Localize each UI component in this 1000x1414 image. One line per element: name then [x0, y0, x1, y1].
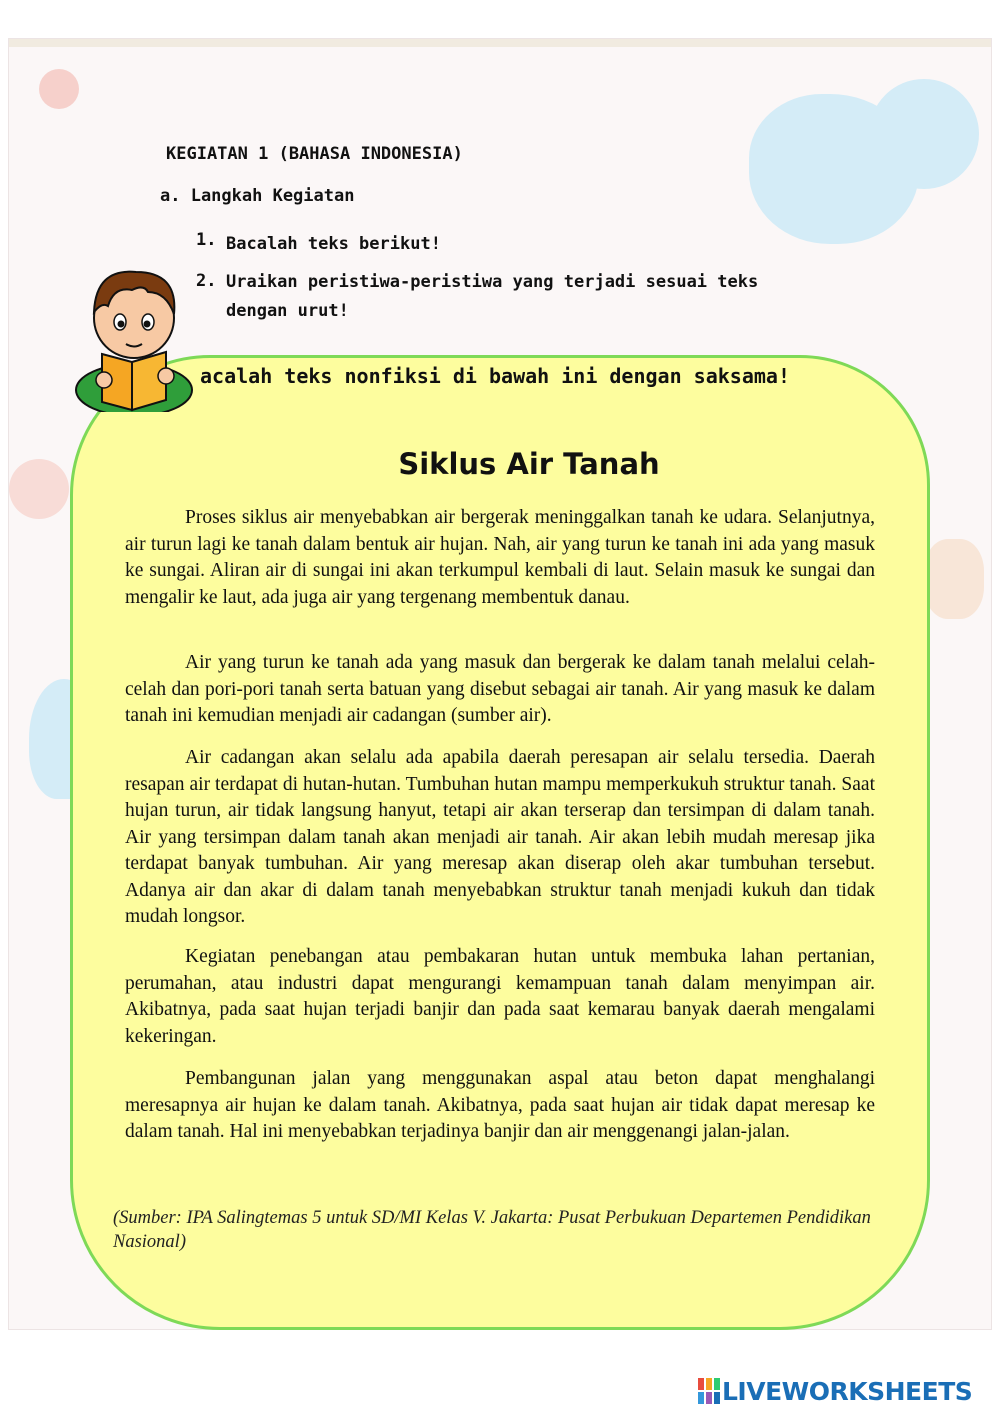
reading-instruction: acalah teks nonfiksi di bawah ini dengan saksama! — [200, 364, 791, 388]
article-paragraph: Air cadangan akan selalu ada apabila daerah peresapan air selalu tersedia. Daerah resapan air terdapat di hutan-hutan. Tumbuhan hutan mampu memperkukuh struktur tanah. Saat hujan turun, air tidak langsung hanyut, tetapi air akan terserap dan tersimpan di dalam tanah. Air yang tersimpan dalam tanah akan menjadi air tanah. Air akan lebih mudah meresap jika terdapat banyak tumbuhan. Air yang meresap akan diserap oleh akar tumbuhan tersebut. Adanya air dan akar di dalam tanah menyebabkan struktur tanah menjadi kukuh dan tidak mudah longsor. — [125, 747, 875, 927]
liveworksheets-logo-icon — [698, 1378, 720, 1404]
liveworksheets-brand — [698, 1374, 972, 1408]
step-item — [196, 268, 826, 328]
step-number: 2. — [196, 271, 217, 291]
activity-subheading: a. Langkah Kegiatan — [160, 186, 355, 206]
boy-reading-book-illustration — [74, 262, 204, 412]
step-item — [196, 230, 836, 260]
article-title: Siklus Air Tanah — [398, 447, 660, 481]
step-text: Bacalah teks berikut! — [226, 234, 441, 254]
article-paragraph: Kegiatan penebangan atau pembakaran hutan untuk membuka lahan pertanian, perumahan, atau industri dapat mengurangi kemampuan tanah dalam menyimpan air. Akibatnya, pada saat hujan terjadi banjir dan pada saat kemarau banyak daerah mengalami kekeringan. — [125, 946, 875, 1047]
step-text: Uraikan peristiwa-peristiwa yang terjadi sesuai teks dengan urut! — [226, 272, 759, 321]
article-paragraph: Proses siklus air menyebabkan air bergerak meninggalkan tanah ke udara. Selanjutnya, air turun lagi ke tanah dalam bentuk air hujan. Nah, air yang turun ke tanah ini ada yang masuk ke sungai. Aliran air di sungai ini akan terkumpul kembali di laut. Selain masuk ke sungai dan mengalir ke laut, ada juga air yang tergenang membentuk danau. — [125, 507, 875, 608]
step-number: 1. — [196, 230, 217, 250]
article-source: (Sumber: IPA Salingtemas 5 untuk SD/MI Kelas V. Jakarta: Pusat Perbukuan Departemen Pendidikan Nasional) — [113, 1208, 871, 1252]
article-paragraph: Air yang turun ke tanah ada yang masuk dan bergerak ke dalam tanah melalui celah-celah dan pori-pori tanah serta batuan yang disebut sebagai air tanah. Air yang masuk ke dalam tanah ini kemudian menjadi air cadangan (sumber air). — [125, 652, 875, 726]
top-decor-band — [9, 39, 992, 47]
brand-name: LIVEWORKSHEETS — [722, 1376, 973, 1406]
peach-decor-right — [924, 539, 984, 619]
pink-decor-circle — [39, 69, 79, 109]
activity-heading: KEGIATAN 1 (BAHASA INDONESIA) — [166, 144, 463, 164]
article-paragraph: Pembangunan jalan yang menggunakan aspal atau beton dapat menghalangi meresapnya air hujan ke dalam tanah. Akibatnya, pada saat hujan air tidak dapat meresap ke dalam tanah. Hal ini menyebabkan terjadinya banjir dan air menggenangi jalan-jalan. — [125, 1068, 875, 1142]
cloud-decor-small — [869, 79, 979, 189]
